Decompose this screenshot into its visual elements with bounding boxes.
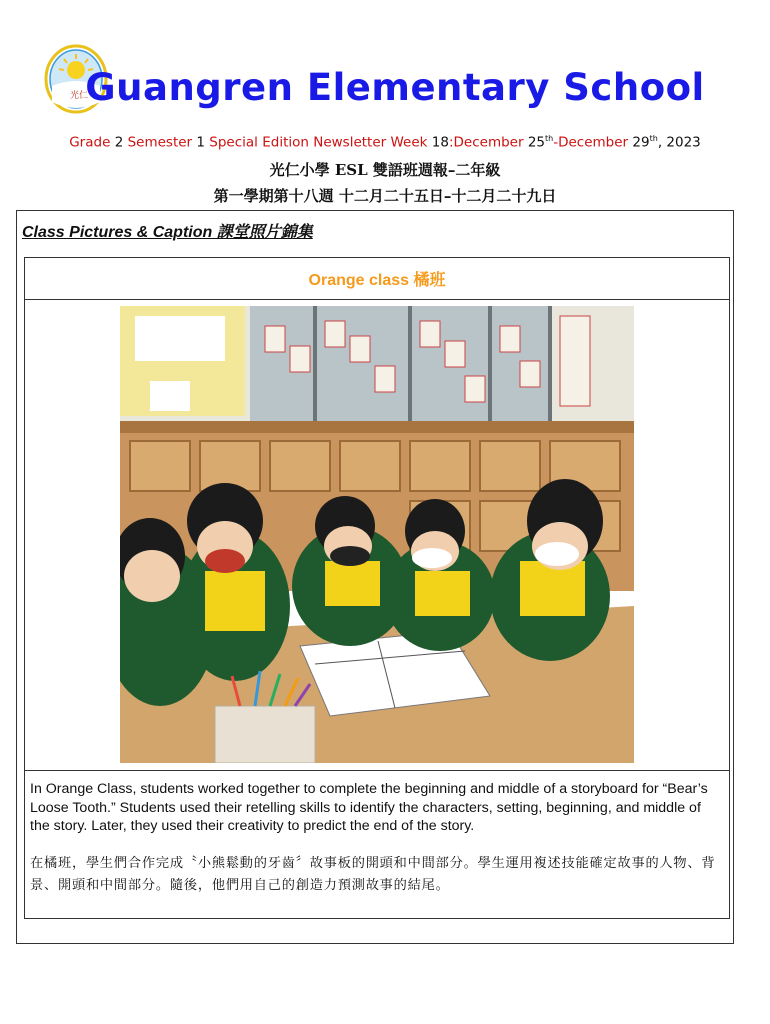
class-photo bbox=[120, 306, 634, 763]
date-start-suffix: th bbox=[545, 134, 554, 143]
school-title: Guangren Elementary School bbox=[85, 66, 705, 109]
section-heading: Class Pictures & Caption 課堂照片錦集 bbox=[22, 224, 313, 241]
edition-label: Special Edition Newsletter Week bbox=[209, 134, 428, 151]
chinese-title-line-1: 光仁小學 ESL 雙語班週報–二年級 bbox=[269, 161, 501, 179]
date-end-day: 29 bbox=[632, 134, 650, 151]
date-end-label: -December bbox=[553, 134, 629, 151]
svg-text:光仁: 光仁 bbox=[70, 91, 89, 101]
grade-number: 2 bbox=[114, 134, 124, 151]
date-start-day: 25 bbox=[527, 134, 546, 151]
grade-label: Grade bbox=[69, 134, 111, 151]
table-divider-1 bbox=[24, 299, 730, 300]
date-end-suffix: th bbox=[649, 134, 658, 143]
week-number: 18 bbox=[431, 134, 449, 151]
chinese-title-line-2: 第一學期第十八週 十二月二十五日–十二月二十九日 bbox=[213, 187, 557, 205]
table-divider-2 bbox=[24, 770, 730, 771]
class-label: Orange class 橘班 bbox=[308, 272, 446, 289]
caption-english: In Orange Class, students worked together to complete the beginning and middle of a storyboard for “Bear’s Loose Tooth.” Students used their retelling skills to identify the characters, setting, beginning, and middle of the story. Later, they used their creativity to predict the end of the story. bbox=[30, 781, 708, 834]
semester-label: Semester bbox=[127, 134, 193, 151]
date-start-label: :December bbox=[448, 134, 524, 151]
caption-chinese: 在橘班，學生們合作完成〝小熊鬆動的牙齒〞故事板的開頭和中間部分。學生運用複述技能確定故事的人物、背景、開頭和中間部分。隨後，他們用自己的創造力預測故事的結尾。 bbox=[30, 856, 716, 893]
newsletter-subline bbox=[0, 134, 770, 151]
year: , 2023 bbox=[657, 134, 701, 151]
semester-number: 1 bbox=[196, 134, 205, 151]
